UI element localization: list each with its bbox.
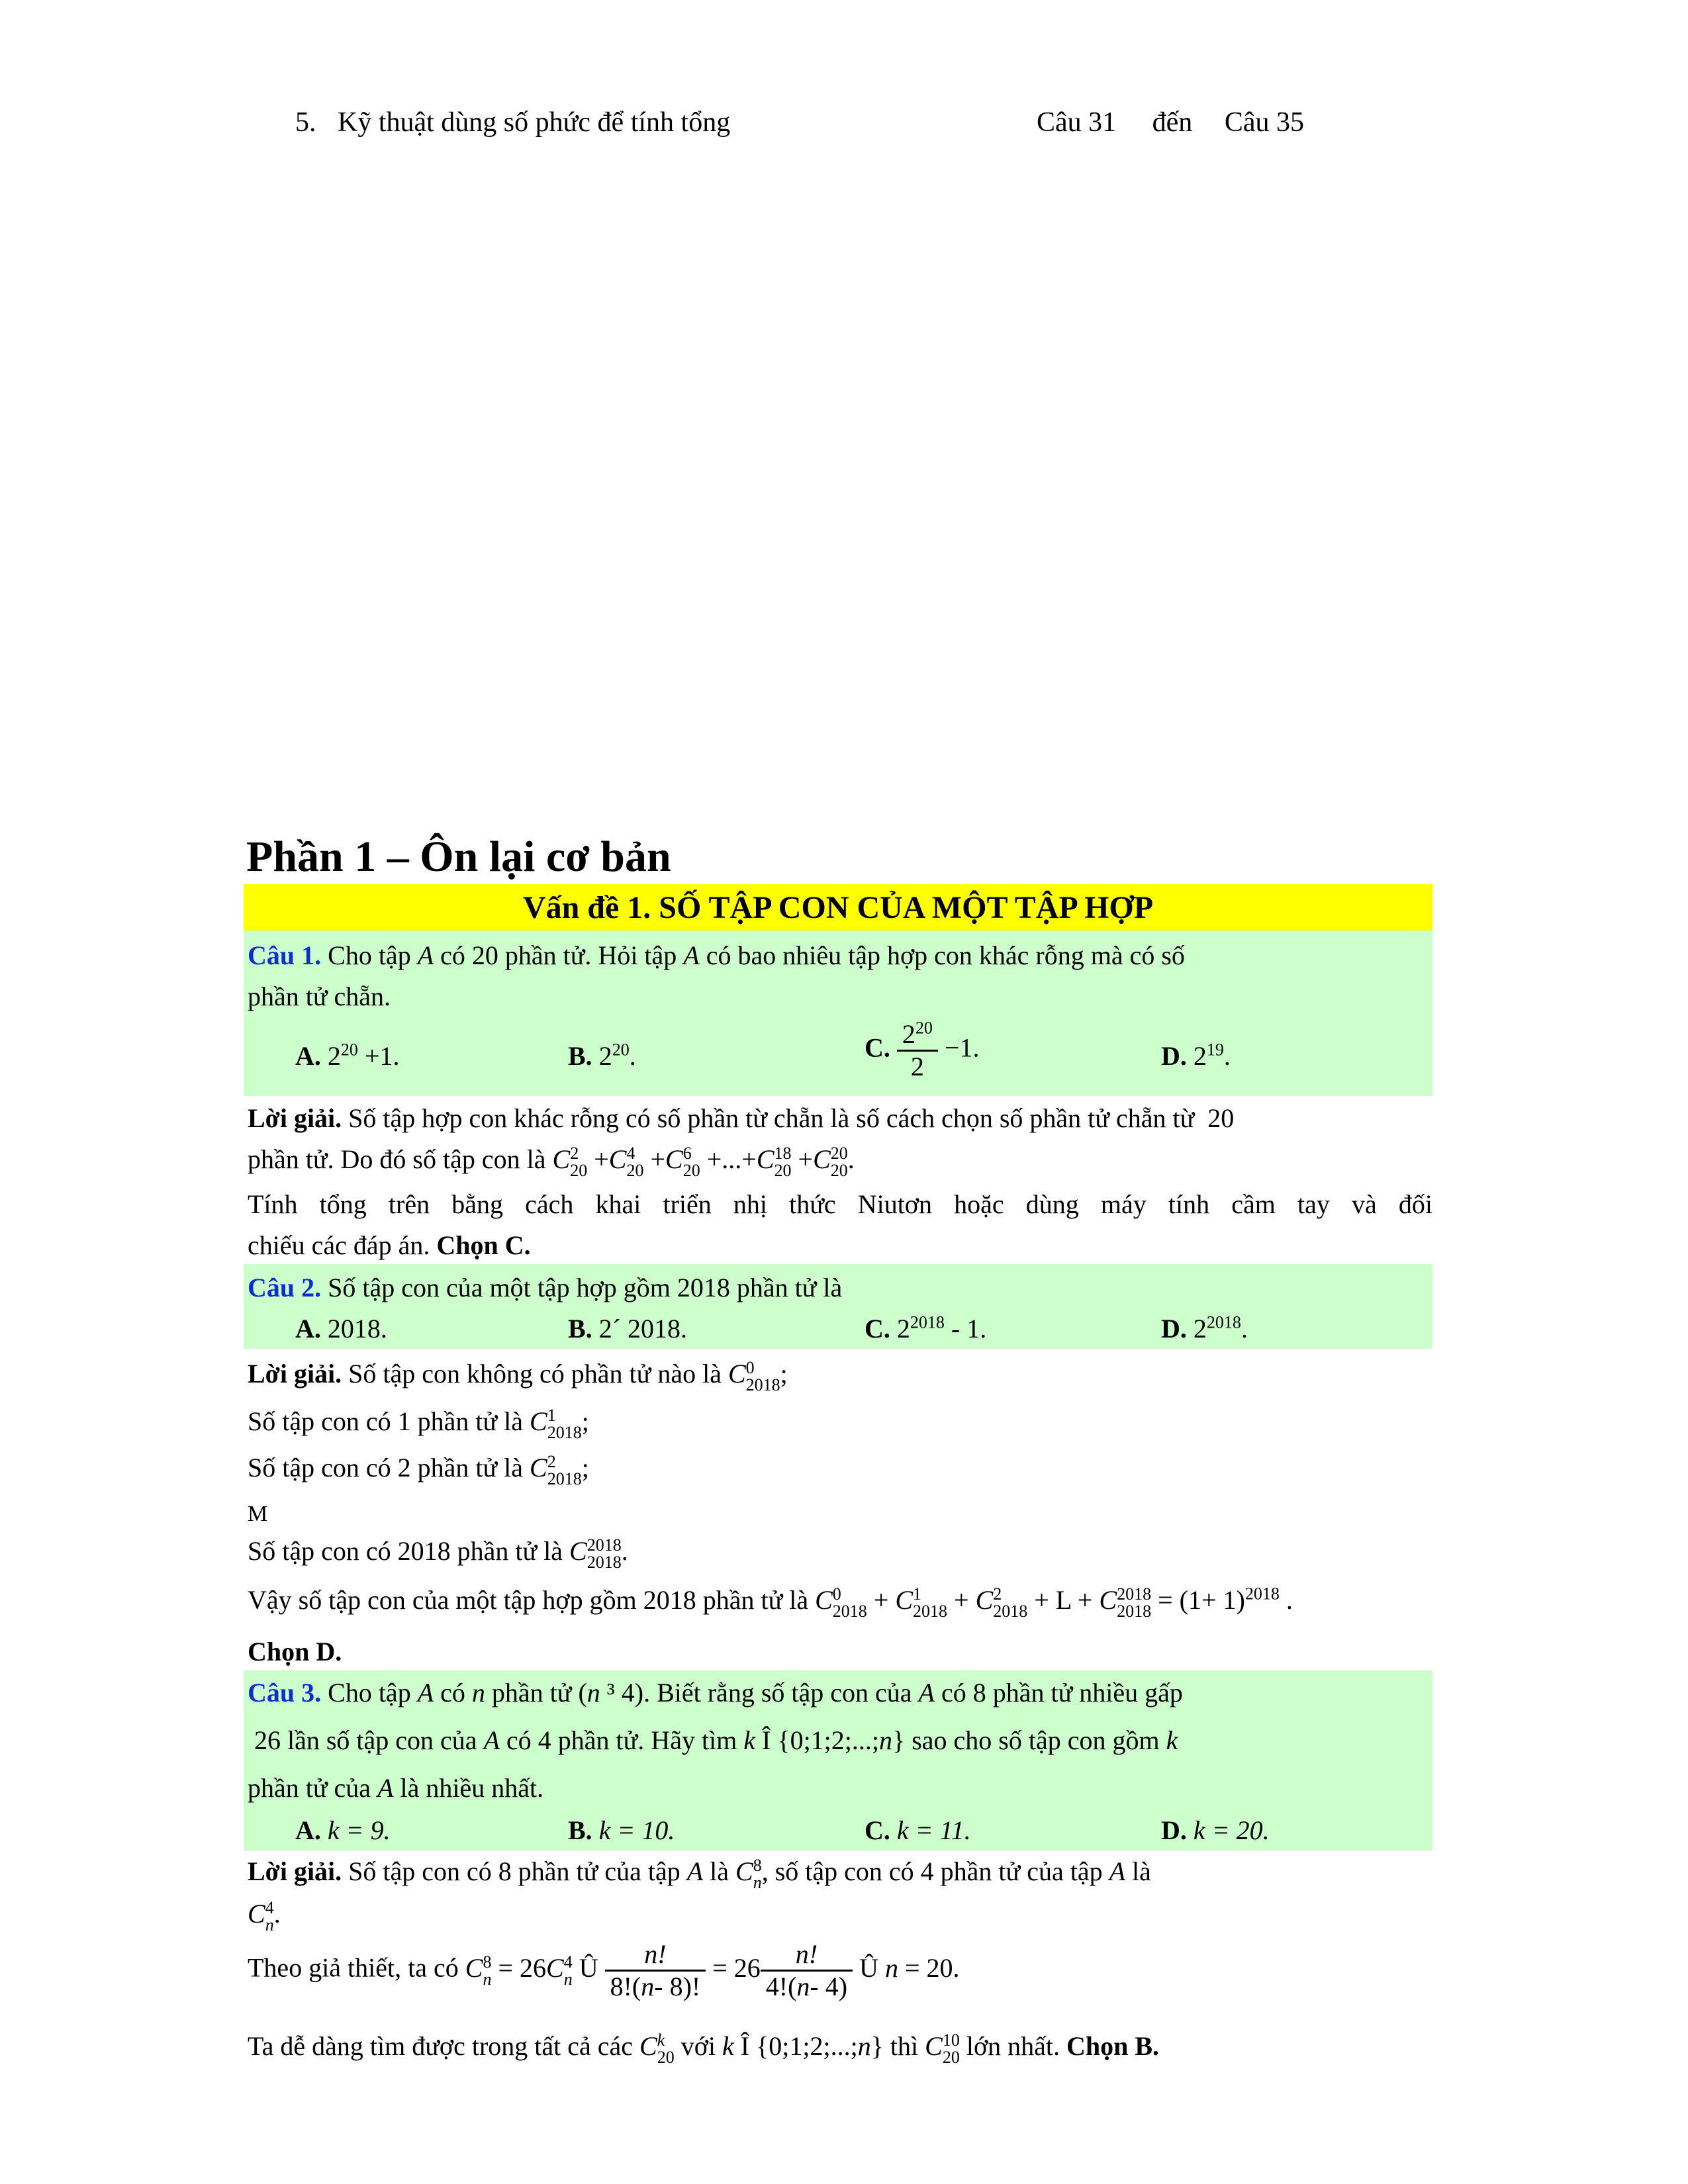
question-3-text3: phần tử của A là nhiều nhất. — [248, 1773, 544, 1803]
solution-3-line2 — [248, 1897, 281, 1934]
q2-option-c-value: $2^{2018} - 1$. — [896, 1312, 987, 1343]
q2-option-a — [295, 1312, 387, 1346]
solution-1-line3: Tính tổng trên bằng cách khai triển nhị thức Niutơn hoặc dùng máy tính cầm tay và đối — [248, 1189, 1432, 1219]
q1-option-b-value: $2^{20}$. — [598, 1040, 636, 1071]
solution-2-line2 — [248, 1404, 589, 1441]
q3-option-d-letter: D. — [1161, 1815, 1187, 1845]
toc-to: Câu 35 — [1224, 107, 1304, 138]
question-1-text1: Cho tập A có 20 phần tử. Hỏi tập A có bao nhiêu tập hợp con khác rỗng mà có số — [328, 940, 1185, 970]
q3-option-d — [1161, 1813, 1270, 1848]
q1-option-b — [568, 1039, 636, 1073]
q2-option-c — [865, 1312, 986, 1346]
q1-option-c-letter: C. — [865, 1032, 890, 1063]
solution-2-line1 — [248, 1357, 788, 1394]
solution-2-answer: Chọn D. — [248, 1637, 342, 1666]
solution-2-text5: Số tập con có 2018 phần tử là — [248, 1536, 563, 1566]
solution-3-text4a: Ta dễ dàng tìm được trong tất cả các — [248, 2031, 633, 2061]
question-3-line2 — [248, 1723, 1178, 1758]
solution-1-text1: Số tập hợp con khác rỗng có số phần từ chẵn là số cách chọn số phần tử chẵn từ 20 — [348, 1103, 1235, 1133]
question-1-line1 — [248, 938, 1185, 973]
q1-option-b-letter: B. — [568, 1041, 592, 1071]
q3-option-a-value: k = 9. — [327, 1815, 391, 1845]
q3-option-b-letter: B. — [568, 1815, 592, 1845]
solution-2-c0: C 0 2018 ; — [727, 1357, 788, 1394]
solution-3-c1020: C 10 20 — [925, 2030, 960, 2067]
q1-option-d-letter: D. — [1161, 1041, 1187, 1071]
solution-3-text4b: với k Î {0;1;2;...;n} thì — [680, 2031, 919, 2061]
question-3-text1: Cho tập A có n phần tử (n ³ 4). Biết rằng số tập con của A có 8 phần tử nhiều gấp — [328, 1678, 1183, 1707]
solution-1-label: Lời giải. — [248, 1103, 342, 1133]
q2-option-a-letter: A. — [295, 1314, 321, 1343]
solution-2-label: Lời giải. — [248, 1359, 342, 1388]
q1-option-c — [865, 1019, 979, 1082]
solution-2-text3: Số tập con có 2 phần tử là — [248, 1453, 524, 1482]
toc-title: Kỹ thuật dùng số phức để tính tổng — [338, 107, 731, 138]
q1-option-d-value: $2^{19}$. — [1193, 1040, 1231, 1071]
solution-3-label: Lời giải. — [248, 1856, 342, 1886]
solution-3-ck20: C k 20 — [639, 2030, 675, 2067]
q2-option-b-value: 2´ 2018. — [598, 1314, 688, 1343]
q3-option-c-letter: C. — [865, 1815, 890, 1845]
question-3-label: Câu 3. — [248, 1678, 322, 1707]
solution-2-line3 — [248, 1451, 589, 1488]
question-3-line3 — [248, 1771, 543, 1805]
q1-option-a — [295, 1039, 399, 1073]
toc-range — [1037, 105, 1304, 141]
solution-1-line1 — [248, 1101, 1234, 1136]
question-2-line — [248, 1271, 842, 1305]
solution-3-c4n: C 4 n . — [248, 1897, 281, 1934]
q1-option-a-value: $2^{20} +1$. — [327, 1040, 400, 1071]
solution-2-line6 — [248, 1583, 1293, 1620]
q2-option-d-letter: D. — [1161, 1314, 1187, 1343]
question-1-line2: phần tử chẵn. — [248, 981, 391, 1011]
q2-option-a-value: 2018. — [327, 1314, 387, 1343]
solution-2-line4: M — [248, 1502, 268, 1526]
solution-3-equation: C 8 n = 26C 4 n Û $\frac{n!}{8!(n- 8)!}$ = 26 $\frac{n!}{4!(n- 4)}$ Û n = 20. — [465, 1939, 960, 2001]
q1-option-c-fraction: $\frac{2^{20}}{2}$ — [897, 1019, 938, 1082]
q2-option-b — [568, 1312, 687, 1346]
solution-2-c2: C 2 2018 ; — [530, 1451, 589, 1488]
solution-2-line5 — [248, 1534, 628, 1571]
q2-option-d — [1161, 1312, 1248, 1346]
solution-3-line1 — [248, 1854, 1432, 1891]
toc-number: 5. — [295, 107, 316, 138]
question-2-label: Câu 2. — [248, 1273, 322, 1302]
q3-option-b-value: k = 10. — [598, 1815, 675, 1845]
solution-3-answer: Chọn B. — [1066, 2031, 1160, 2061]
q2-option-b-letter: B. — [568, 1314, 592, 1343]
q3-option-a-letter: A. — [295, 1815, 321, 1845]
q3-option-c — [865, 1813, 971, 1848]
q1-option-c-tail: −1. — [944, 1032, 980, 1063]
q2-option-d-value: $2^{2018}$. — [1193, 1312, 1248, 1343]
question-3-text2: 26 lần số tập con của A có 4 phần tử. Hãy tìm k Î {0;1;2;...;n} sao cho số tập con gồm k — [248, 1725, 1178, 1755]
solution-3-line4 — [248, 2029, 1159, 2066]
solution-3-text4c: lớn nhất. — [966, 2031, 1060, 2061]
q1-option-a-letter: A. — [295, 1041, 321, 1071]
toc-entry — [295, 105, 730, 141]
part-title: Phần 1 – Ôn lại cơ bản — [246, 833, 671, 881]
solution-2-sum: C 0 2018 + C 1 2018 + C 2 2018 + L + C 2018 2018 = $(1+ 1)^{2018}$ . — [815, 1584, 1293, 1621]
question-1-label: Câu 1. — [248, 940, 322, 970]
solution-1-text2: phần tử. Do đó số tập con là — [248, 1144, 546, 1174]
q1-option-d — [1161, 1039, 1231, 1073]
solution-1-answer: Chọn C. — [436, 1230, 531, 1260]
q3-option-c-value: k = 11. — [896, 1815, 971, 1845]
solution-3-line3 — [248, 1939, 960, 2002]
solution-3-text1: Số tập con có 8 phần tử của tập A là C 8 n , số tập con có 4 phần tử của tập A là — [348, 1855, 1151, 1892]
question-2-text: Số tập con của một tập hợp gồm 2018 phần tử là — [328, 1273, 843, 1302]
question-3-line1 — [248, 1676, 1183, 1710]
toc-to-word: đến — [1152, 107, 1193, 138]
solution-2-text6: Vậy số tập con của một tập hợp gồm 2018 phần tử là — [248, 1585, 809, 1615]
solution-2-text2: Số tập con có 1 phần tử là — [248, 1406, 524, 1436]
solution-3-text3: Theo giả thiết, ta có — [248, 1952, 459, 1983]
q2-option-c-letter: C. — [865, 1314, 890, 1343]
solution-1-text4: chiếu các đáp án. — [248, 1230, 430, 1260]
solution-2-text1: Số tập con không có phần tử nào là — [348, 1359, 722, 1388]
section-title: Vấn đề 1. SỐ TẬP CON CỦA MỘT TẬP HỢP — [522, 890, 1154, 925]
solution-1-sum: C 2 20 +C 4 20 +C 6 20 +...+C 18 20 +C 20 20 . — [552, 1143, 855, 1180]
q3-option-a — [295, 1813, 391, 1848]
q3-option-d-value: k = 20. — [1193, 1815, 1270, 1845]
q3-option-b — [568, 1813, 675, 1848]
solution-1-line2 — [248, 1142, 855, 1179]
toc-from: Câu 31 — [1037, 107, 1117, 138]
solution-1-line4 — [248, 1228, 531, 1263]
solution-2-c1: C 1 2018 ; — [530, 1405, 589, 1442]
solution-2-c2018: C 2018 2018 . — [569, 1535, 628, 1572]
